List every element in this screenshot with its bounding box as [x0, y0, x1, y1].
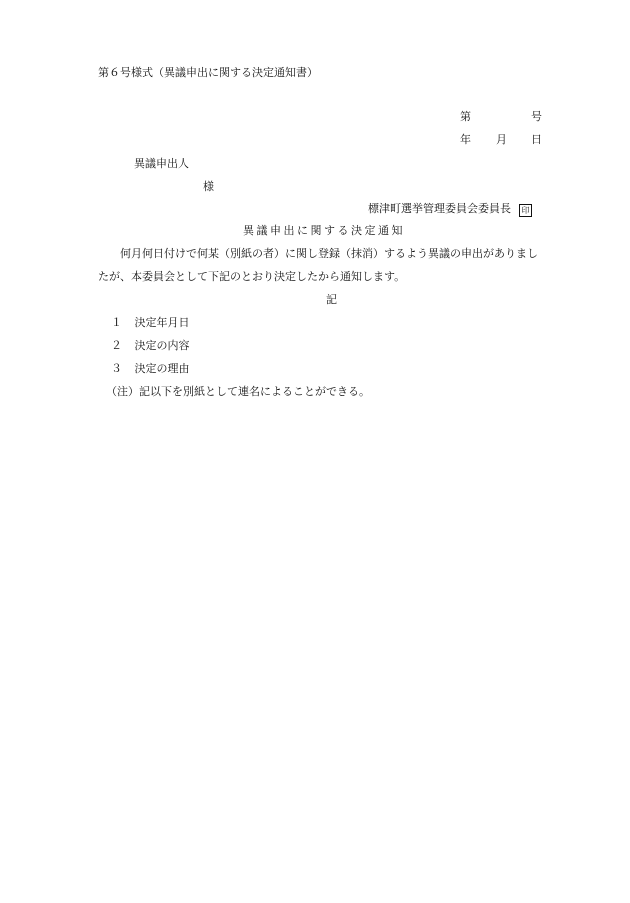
item-label: 決定年月日: [134, 316, 190, 329]
list-item: [111, 339, 190, 353]
item-label: 決定の理由: [134, 362, 190, 375]
item-number: ２: [111, 339, 122, 352]
note: （注）記以下を別紙として連名によることができる。: [106, 385, 370, 398]
number-suffix: 号: [531, 110, 542, 123]
ki-heading: 記: [326, 293, 337, 306]
item-label: 決定の内容: [134, 339, 190, 352]
addressee-honorific: 様: [203, 180, 214, 193]
list-item: [111, 316, 190, 330]
body-line-1: 何月何日付けで何某（別紙の者）に関し登録（抹消）するよう異議の申出がありまし: [120, 247, 538, 260]
issuer-seal-mark: 印: [519, 204, 532, 217]
body-line-2: たが、本委員会として下記のとおり決定したから通知します。: [98, 270, 406, 283]
date-day: 日: [531, 133, 542, 146]
list-item: [111, 362, 190, 376]
addressee-title: 異議申出人: [134, 157, 189, 170]
date-year: 年: [460, 133, 471, 146]
document-title: 異議申出に関する決定通知: [243, 224, 405, 237]
item-number: ３: [111, 362, 122, 375]
item-number: １: [111, 316, 122, 329]
form-label: 第６号様式（異議申出に関する決定通知書）: [98, 66, 318, 79]
issuer-line: [368, 202, 532, 217]
date-month: 月: [496, 133, 507, 146]
issuer-name: 標津町選挙管理委員会委員長: [368, 202, 511, 215]
number-prefix: 第: [460, 110, 471, 123]
